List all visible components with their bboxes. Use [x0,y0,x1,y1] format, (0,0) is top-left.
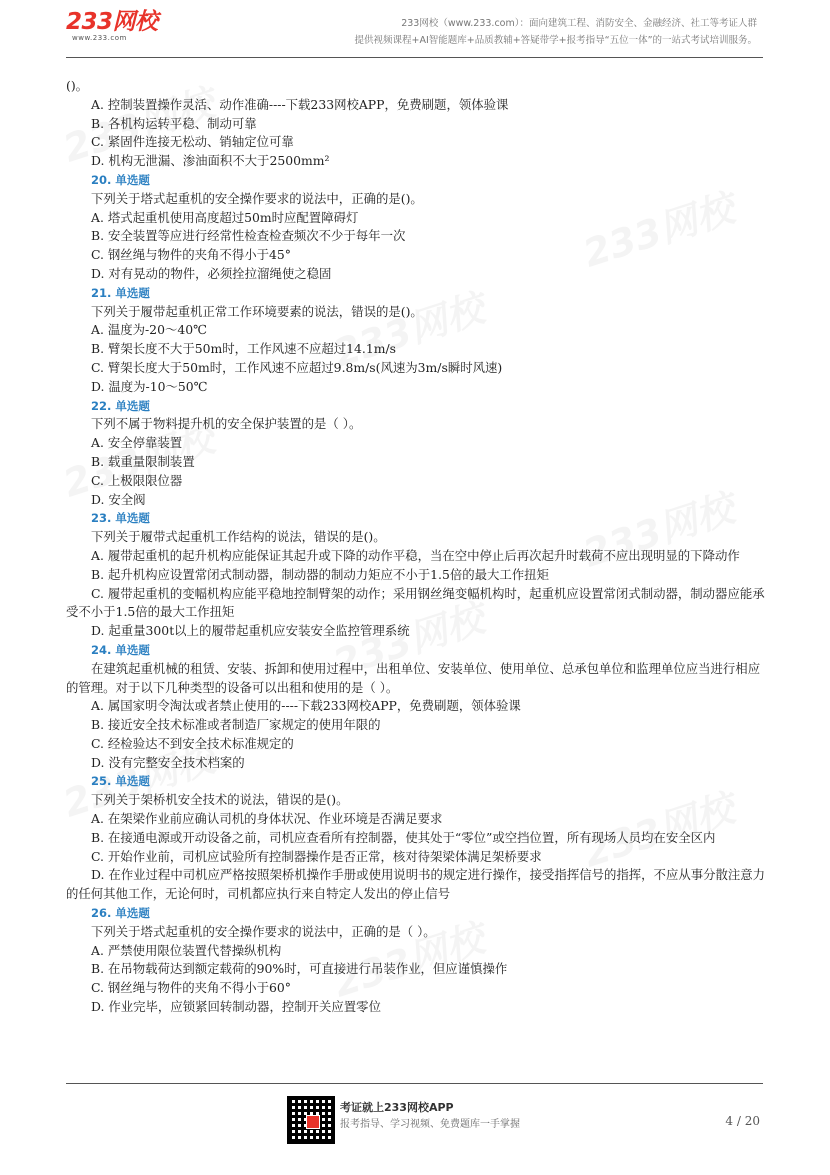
question-stem-22: 下列不属于物料提升机的安全保护装置的是（ ）。 [91,416,362,432]
footer-title: 考证就上233网校APP [340,1101,454,1114]
question-stem-tail: ()。 [66,78,89,93]
header-description [355,15,758,49]
option-d: D. 安全阀 [91,491,146,507]
question-title-23: 23. 单选题 [91,511,150,526]
footer-divider [66,1083,763,1084]
option-a: A. 在架梁作业前应确认司机的身体状况、作业环境是否满足要求 [91,811,443,827]
option-d: D. 作业完毕，应锁紧回转制动器，控制开关应置零位 [91,999,381,1015]
option-a: A. 控制装置操作灵活、动作准确----下载233网校APP，免费刷题，领体验课 [91,96,509,112]
logo-url: www.233.com [72,34,127,42]
question-title-25: 25. 单选题 [91,774,150,789]
header-line-2: 提供视频课程+AI智能题库+品质教辅+答疑带学+报考指导“五位一体”的一站式考试培训服务。 [354,35,757,46]
option-c: C. 履带起重机的变幅机构应能平稳地控制臂架的动作；采用钢丝绳变幅机构时，起重机应设置常闭式制动器，制动器应能承受不小于1.5倍的最大工作扭矩 [66,585,765,620]
option-c: C. 臂架长度大于50m时，工作风速不应超过9.8m/s(风速为3m/s瞬时风速) [91,359,503,375]
option-d: D. 起重量300t以上的履带起重机应安装安全监控管理系统 [91,623,410,639]
option-b: B. 接近安全技术标准或者制造厂家规定的使用年限的 [91,717,381,733]
option-a: A. 温度为-20～40℃ [91,322,207,338]
option-a: A. 安全停靠装置 [91,435,183,451]
option-a: A. 履带起重机的起升机构应能保证其起升或下降的动作平稳，当在空中停止后再次起升时载荷不应出现明显的下降动作 [91,547,740,563]
page-header [0,0,830,62]
header-divider [66,57,763,58]
qr-logo-icon [306,1115,320,1129]
document-body [66,77,766,1017]
option-a: A. 属国家明令淘汰或者禁止使用的----下载233网校APP，免费刷题，领体验课 [91,698,521,714]
option-c: C. 紧固件连接无松动、销轴定位可靠 [91,134,294,150]
qr-code-icon [287,1096,335,1144]
question-title-24: 24. 单选题 [91,642,150,657]
option-b: B. 在吊物载荷达到额定载荷的90%时，可直接进行吊装作业，但应谨慎操作 [91,961,508,977]
option-d: D. 机构无泄漏、渗油面积不大于2500mm² [91,153,330,169]
question-title-26: 26. 单选题 [91,906,150,921]
question-stem-20: 下列关于塔式起重机的安全操作要求的说法中，正确的是()。 [91,190,423,206]
question-stem-26: 下列关于塔式起重机的安全操作要求的说法中，正确的是（ ）。 [91,923,436,939]
question-stem-23: 下列关于履带式起重机工作结构的说法，错误的是()。 [91,529,386,545]
question-title-21: 21. 单选题 [91,285,150,300]
option-c: C. 经检验达不到安全技术标准规定的 [91,735,294,751]
footer-subtitle: 报考指导、学习视频、免费题库一手掌握 [340,1119,520,1130]
option-c: C. 上极限限位器 [91,472,183,488]
option-d: D. 对有晃动的物件，必须拴拉溜绳使之稳固 [91,265,332,281]
option-b: B. 载重量限制装置 [91,453,195,469]
header-line-1: 233网校（www.233.com）：面向建筑工程、消防安全、金融经济、社工等考证人群 [401,18,757,29]
option-d: D. 在作业过程中司机应严格按照架桥机操作手册或使用说明书的规定进行操作，接受指挥信号的指挥，不应从事分散注意力的任何其他工作，无论何时，司机都应执行来自特定人发出的停止信号 [66,867,766,902]
option-b: B. 在接通电源或开动设备之前，司机应查看所有控制器，使其处于“零位”或空挡位置，所有现场人员均在安全区内 [91,829,716,845]
footer-promo [340,1100,520,1134]
question-stem-25: 下列关于架桥机安全技术的说法，错误的是()。 [91,792,349,808]
option-a: A. 塔式起重机使用高度超过50m时应配置障碍灯 [91,209,359,225]
option-b: B. 起升机构应设置常闭式制动器，制动器的制动力矩应不小于1.5倍的最大工作扭矩 [91,566,549,582]
option-c: C. 钢丝绳与物件的夹角不得小于45° [91,247,291,263]
option-d: D. 温度为-10～50℃ [91,378,208,394]
option-c: C. 钢丝绳与物件的夹角不得小于60° [91,980,291,996]
option-a: A. 严禁使用限位装置代替操纵机构 [91,942,282,958]
question-title-20: 20. 单选题 [91,172,150,187]
option-b: B. 臂架长度不大于50m时，工作风速不应超过14.1m/s [91,341,397,357]
option-c: C. 开始作业前，司机应试验所有控制器操作是否正常，核对待架梁体满足架桥要求 [91,848,542,864]
question-stem-24: 在建筑起重机械的租赁、安装、拆卸和使用过程中，出租单位、安装单位、使用单位、总承包单位和监理单位应当进行相应的管理。对于以下几种类型的设备可以出租和使用的是（ ）。 [66,660,761,695]
option-b: B. 安全装置等应进行经常性检查检查频次不少于每年一次 [91,228,406,244]
question-title-22: 22. 单选题 [91,398,150,413]
page-number: 4 / 20 [725,1114,760,1128]
option-d: D. 没有完整安全技术档案的 [91,754,245,770]
option-b: B. 各机构运转平稳、制动可靠 [91,115,257,131]
question-stem-21: 下列关于履带起重机正常工作环境要素的说法，错误的是()。 [91,303,423,319]
brand-logo [66,10,158,43]
logo-main-text: 233网校 [66,9,158,35]
